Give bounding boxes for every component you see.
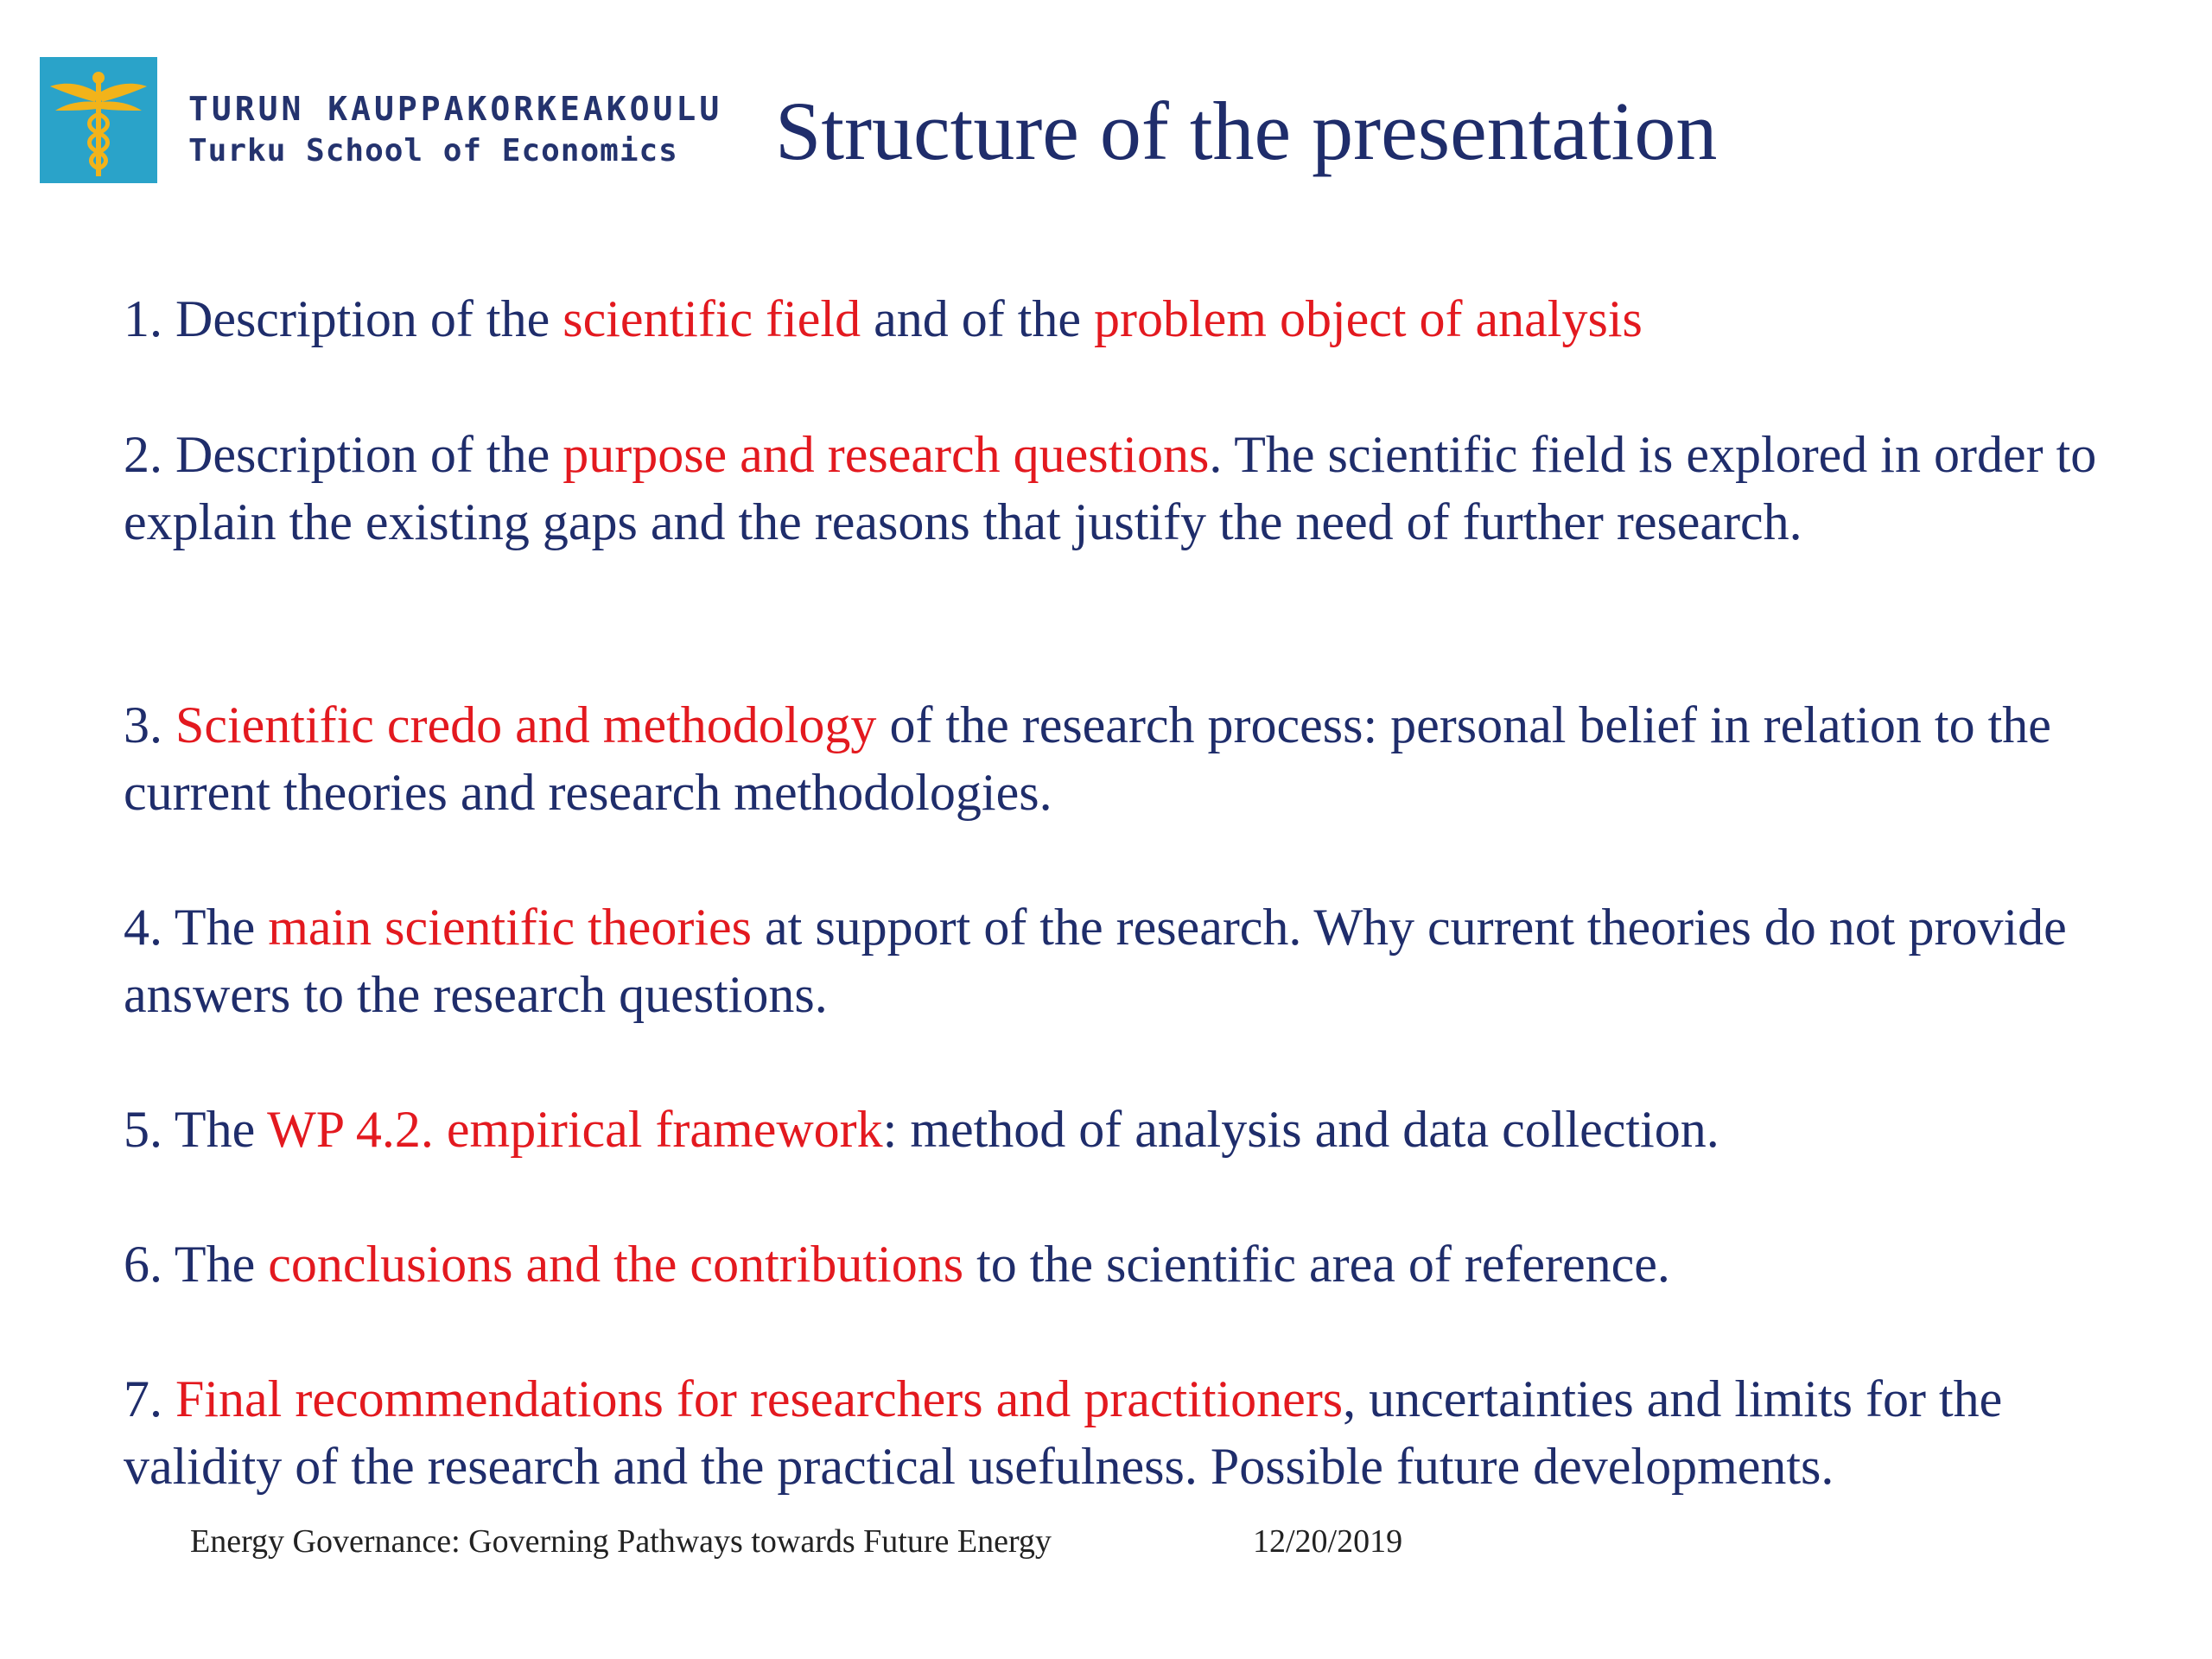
list-item-7 [124, 1365, 2145, 1500]
item-text: 4. The [124, 899, 269, 956]
item-text: , uncertainties and limits for the validity of the research and the practical usefulness. Possible future developments. [124, 1370, 2003, 1495]
list-item-5 [124, 1096, 2145, 1163]
item-text: of the research process: personal belief in relation to the current theories and research methodologies. [124, 696, 2051, 821]
item-highlight: main scientific theories [268, 899, 753, 956]
item-text: and of the [861, 290, 1094, 347]
footer-date: 12/20/2019 [1253, 1523, 1403, 1560]
item-text: 5. The [124, 1101, 268, 1158]
item-text: 7. [124, 1370, 175, 1427]
caduceus-icon [40, 57, 157, 183]
logo-box [40, 57, 157, 183]
list-item-3 [124, 691, 2145, 826]
logo-name-fi: TURUN KAUPPAKORKEAKOULU [188, 90, 723, 128]
item-highlight: WP 4.2. empirical framework [267, 1101, 883, 1158]
page-title: Structure of the presentation [775, 85, 1718, 177]
item-text: at support of the research. Why current theories do not provide answers to the research questions. [124, 899, 2067, 1023]
item-highlight: scientific field [563, 290, 861, 347]
item-highlight: conclusions and the contributions [268, 1236, 964, 1293]
item-text: 3. [124, 696, 175, 753]
item-highlight: Scientific credo and methodology [175, 696, 877, 753]
item-text: 2. Description of the [124, 426, 563, 483]
item-text: . The scientific field is explored in order to explain the existing gaps and the reasons that justify the need of further research. [124, 426, 2097, 550]
item-text: to the scientific area of reference. [963, 1236, 1670, 1293]
logo-name-en: Turku School of Economics [188, 133, 678, 168]
list-item-4 [124, 893, 2145, 1028]
item-text: 1. Description of the [124, 290, 563, 347]
item-text: 6. The [124, 1236, 269, 1293]
item-text: : method of analysis and data collection. [882, 1101, 1719, 1158]
logo [40, 57, 748, 185]
list-item-6 [124, 1230, 2145, 1298]
item-highlight: purpose and research questions [563, 426, 1210, 483]
list-item-1 [124, 285, 2145, 353]
item-highlight: Final recommendations for researchers and practitioners [175, 1370, 1344, 1427]
item-highlight: problem object of analysis [1094, 290, 1643, 347]
footer-text: Energy Governance: Governing Pathways towards Future Energy [190, 1523, 1052, 1560]
list-item-2 [124, 421, 2145, 556]
